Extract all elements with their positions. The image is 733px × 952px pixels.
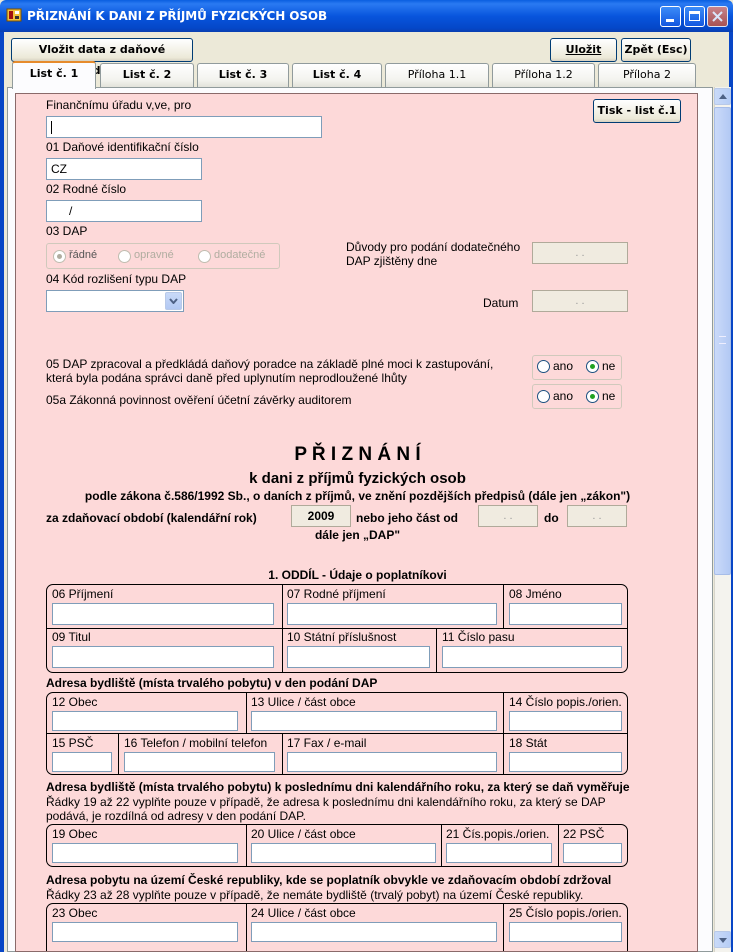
radio-radne-label: řádné — [69, 249, 98, 261]
divider — [282, 585, 283, 628]
chevron-down-icon — [169, 298, 178, 304]
prev-street-input[interactable] — [251, 843, 436, 863]
import-tax-records-button[interactable]: Vložit data z daňové — [11, 38, 193, 62]
divider — [436, 628, 437, 672]
minimize-button[interactable] — [660, 6, 681, 27]
text-cursor — [51, 121, 52, 134]
address-3-note: Řádky 23 až 28 vyplňte pouze v případě, že nemáte bydliště (trvalý pobyt) na území České republiky. — [46, 888, 584, 902]
citizenship-input[interactable] — [287, 646, 430, 668]
maximize-button[interactable] — [684, 6, 705, 27]
address-3-header: Adresa pobytu na území České republiky, kde se poplatník obvykle ve zdaňovacím období zdržoval — [46, 873, 612, 887]
dap-short-label: dále jen „DAP" — [314, 528, 401, 542]
duvody-date-input[interactable]: . . — [532, 242, 628, 264]
cz-house-number-label: 25 Číslo popis./orien. — [509, 906, 622, 920]
scroll-down-button[interactable] — [714, 931, 731, 948]
part-from-input[interactable]: . . — [478, 505, 538, 527]
first-name-input[interactable] — [509, 603, 622, 625]
birth-surname-input[interactable] — [287, 603, 497, 625]
cz-city-input[interactable] — [52, 922, 238, 942]
prev-house-number-input[interactable] — [446, 843, 552, 863]
radio-radne[interactable] — [53, 250, 66, 263]
q05-line1: 05 DAP zpracoval a předkládá daňový poradce na základě plné moci k zastupování, — [46, 357, 494, 371]
zip-label: 15 PSČ — [52, 736, 94, 750]
chevron-down-icon — [719, 938, 727, 943]
divider — [282, 733, 283, 774]
street-label: 13 Ulice / část obce — [251, 695, 356, 709]
divider — [503, 904, 504, 952]
maximize-icon — [689, 11, 700, 21]
section-1-box — [46, 584, 628, 673]
prev-house-number-label: 21 Čís.popis./orien. — [446, 827, 550, 841]
q05a-no-label: ne — [602, 389, 616, 403]
law-reference: podle zákona č.586/1992 Sb., o daních z příjmů, ve znění pozdějších předpisů (dále jen „zákon") — [84, 489, 631, 503]
address-2-box — [46, 824, 628, 867]
rc-label: 02 Rodné číslo — [46, 182, 127, 196]
q05a-yes-label: ano — [553, 389, 574, 403]
cz-house-number-input[interactable] — [509, 922, 622, 942]
year-input[interactable]: 2009 — [291, 505, 351, 527]
title-input[interactable] — [52, 646, 274, 668]
datum-input[interactable]: . . — [532, 290, 628, 312]
fax-email-input[interactable] — [287, 752, 497, 772]
divider — [246, 693, 247, 733]
office-label: Finančnímu úřadu v,ve, pro — [46, 98, 192, 112]
citizenship-label: 10 Státní příslušnost — [287, 630, 397, 644]
radio-dodatecne[interactable] — [198, 250, 211, 263]
close-button[interactable] — [707, 6, 728, 27]
phone-input[interactable] — [124, 752, 275, 772]
tab-priloha-1-2[interactable]: Příloha 1.2 — [492, 63, 595, 87]
close-icon — [712, 11, 723, 22]
surname-label: 06 Příjmení — [52, 587, 114, 601]
q05a-no-radio[interactable] — [586, 390, 599, 403]
fax-email-label: 17 Fax / e-mail — [287, 736, 367, 750]
duvody-label-line1: Důvody pro podání dodatečného — [346, 240, 521, 254]
tab-list-4[interactable]: List č. 4 — [292, 63, 382, 87]
divider — [47, 628, 627, 629]
cz-street-label: 24 Ulice / část obce — [251, 906, 356, 920]
q05a-label: 05a Zákonná povinnost ověření účetní závěrky auditorem — [46, 393, 352, 407]
tab-list-1[interactable]: List č. 1 — [12, 61, 96, 89]
surname-input[interactable] — [52, 603, 274, 625]
tab-priloha-1-1[interactable]: Příloha 1.1 — [385, 63, 489, 87]
scroll-thumb[interactable] — [714, 107, 731, 575]
window-frame-left — [0, 32, 4, 952]
address-3-box — [46, 903, 628, 952]
address-1-header: Adresa bydliště (místa trvalého pobytu) v den podání DAP — [46, 676, 378, 690]
kod-select[interactable] — [46, 290, 184, 312]
city-label: 12 Obec — [52, 695, 98, 709]
title-label: 09 Titul — [52, 630, 91, 644]
dropdown-button[interactable] — [165, 292, 182, 310]
first-name-label: 08 Jméno — [509, 587, 562, 601]
passport-input[interactable] — [442, 646, 622, 668]
form-subheading: k dani z příjmů fyzických osob — [249, 470, 466, 487]
duvody-label-line2: DAP zjištěny dne — [346, 254, 438, 268]
scroll-thumb-grip — [719, 336, 726, 344]
to-label: do — [544, 511, 559, 525]
office-input[interactable] — [46, 116, 322, 138]
divider — [503, 693, 504, 733]
prev-street-label: 20 Ulice / část obce — [251, 827, 356, 841]
street-input[interactable] — [251, 711, 497, 731]
address-2-header: Adresa bydliště (místa trvalého pobytu) k poslednímu dni kalendářního roku, za který se daň vyměřuje — [46, 780, 630, 794]
prev-city-input[interactable] — [52, 843, 238, 863]
q05-no-radio[interactable] — [586, 360, 599, 373]
radio-opravne[interactable] — [118, 250, 131, 263]
divider — [246, 825, 247, 866]
address-1-box — [46, 692, 628, 775]
country-label: 18 Stát — [509, 736, 548, 750]
dic-label: 01 Daňové identifikační číslo — [46, 140, 199, 154]
form-list-1 — [15, 93, 698, 952]
passport-label: 11 Číslo pasu — [442, 630, 515, 644]
back-button[interactable]: Zpět (Esc) — [621, 38, 691, 62]
divider — [503, 585, 504, 628]
q05-yes-label: ano — [553, 359, 574, 373]
house-number-input[interactable] — [509, 711, 622, 731]
part-from-label: nebo jeho část od — [356, 511, 459, 525]
q05-yes-radio[interactable] — [537, 360, 550, 373]
zip-input[interactable] — [52, 752, 112, 772]
divider — [47, 733, 627, 734]
divider — [246, 904, 247, 952]
address-2-note-line2: podává, je rozdílná od adresy v den podání DAP. — [46, 809, 306, 823]
q05a-yes-radio[interactable] — [537, 390, 550, 403]
chevron-up-icon — [719, 94, 727, 99]
dap-label: 03 DAP — [46, 224, 88, 238]
birth-surname-label: 07 Rodné příjmení — [287, 587, 386, 601]
kod-label: 04 Kód rozlišení typu DAP — [46, 272, 187, 286]
city-input[interactable] — [52, 711, 238, 731]
radio-opravne-label: opravné — [134, 249, 174, 261]
cz-city-label: 23 Obec — [52, 906, 98, 920]
datum-label: Datum — [483, 296, 519, 310]
divider — [441, 825, 442, 866]
cz-street-input[interactable] — [251, 922, 497, 942]
phone-label: 16 Telefon / mobilní telefon — [124, 736, 268, 750]
q05-no-label: ne — [602, 359, 616, 373]
rc-input[interactable]: / — [46, 200, 202, 222]
address-2-note-line1: Řádky 19 až 22 vyplňte pouze v případě, že adresa k poslednímu dni kalendářního roku, za který se DAP — [46, 795, 606, 809]
window-title: PŘIZNÁNÍ K DANI Z PŘÍJMŮ FYZICKÝCH OSOB — [27, 9, 328, 23]
tab-list-3[interactable]: List č. 3 — [197, 63, 289, 87]
tab-priloha-2[interactable]: Příloha 2 — [598, 63, 696, 87]
form-heading: P Ř I Z N Á N Í — [294, 444, 421, 465]
to-input[interactable]: . . — [567, 505, 627, 527]
print-list-1-button[interactable]: Tisk - list č.1 — [593, 99, 681, 123]
divider — [118, 733, 119, 774]
divider — [503, 733, 504, 774]
dic-input[interactable]: CZ — [46, 158, 202, 180]
prev-city-label: 19 Obec — [52, 827, 98, 841]
app-icon — [6, 7, 22, 23]
section-1-title: 1. ODDÍL - Údaje o poplatníkovi — [268, 568, 447, 582]
scroll-up-button[interactable] — [714, 88, 731, 105]
save-button[interactable]: Uložit — [550, 38, 617, 62]
radio-dodatecne-label: dodatečné — [214, 249, 266, 261]
divider — [558, 825, 559, 866]
tab-list-2[interactable]: List č. 2 — [100, 63, 194, 87]
divider — [282, 628, 283, 672]
prev-zip-input[interactable] — [563, 843, 622, 863]
period-label: za zdaňovací období (kalendářní rok) — [46, 511, 257, 525]
house-number-label: 14 Číslo popis./orien. — [509, 695, 622, 709]
minimize-icon — [666, 19, 674, 22]
q05-line2: která byla podána správci daně před uplynutím neprodloužené lhůty — [46, 371, 407, 385]
country-input[interactable] — [509, 752, 622, 772]
prev-zip-label: 22 PSČ — [563, 827, 605, 841]
